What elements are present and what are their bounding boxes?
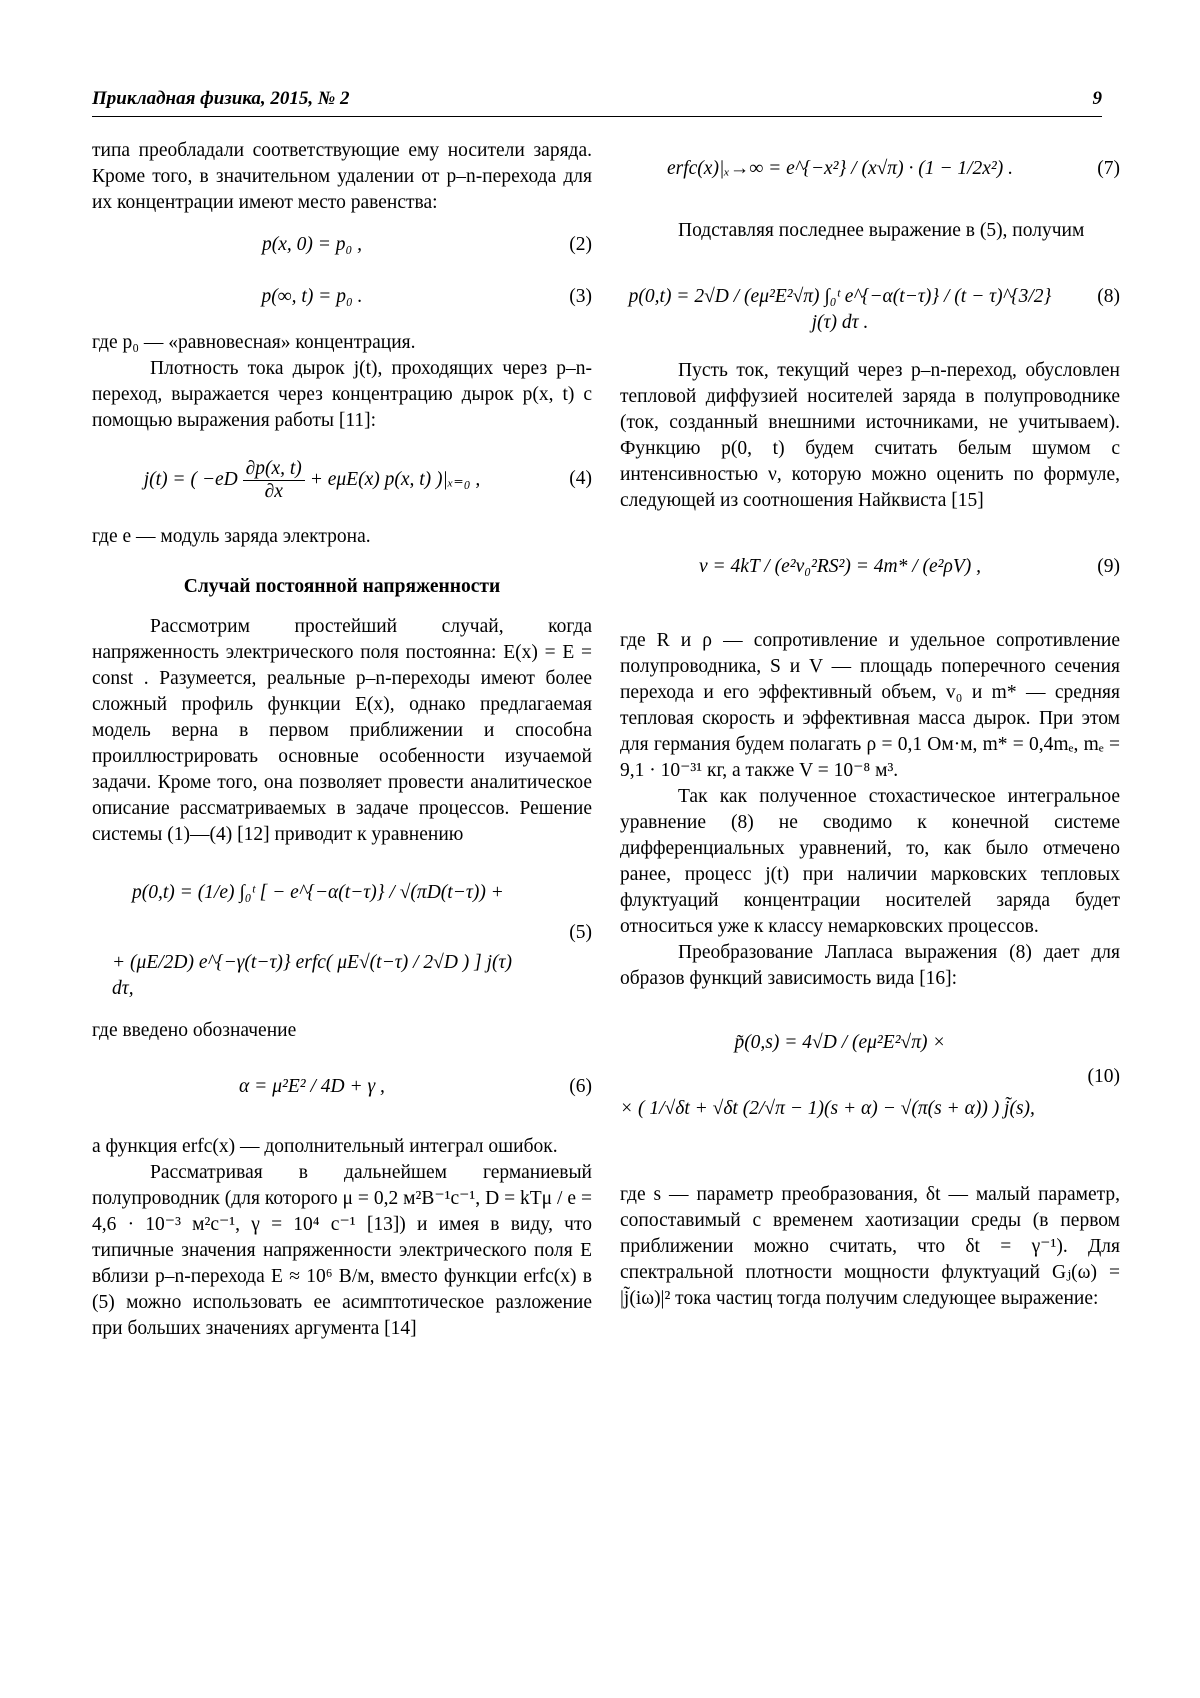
paragraph: а функция erfc(x) — дополнительный интеграл ошибок. (92, 1136, 558, 1157)
paragraph: где e — модуль заряда электрона. (92, 526, 371, 547)
equation-line: × ( 1/√δt + √δt (2/√π − 1)(s + α) − √(π(s + α)) ) j̃(s), (620, 1098, 1035, 1119)
paragraph: Рассмотрим простейший случай, когда напряженность электрического поля постоянна: E(x) = E = const . Разумеется, реальные p–n-переходы имеют более сложный профиль функции E(x), однако предлагаемая модель верна в первом приближении и способна проиллюстрировать основные особенности изучаемой задачи. Кроме того, она позволяет провести аналитическое описание рассматриваемых в задаче процессов. Решение системы (1)—(4) [12] приводит к уравнению (92, 616, 592, 845)
paragraph: Преобразование Лапласа выражения (8) дает для образов функций зависимость вида [16]: (620, 942, 1120, 989)
left-column (92, 138, 592, 1342)
paragraph: Рассматривая в дальнейшем германиевый полупроводник (для которого μ = 0,2 м²В⁻¹с⁻¹, D = kTμ / e = 4,6 · 10⁻³ м²с⁻¹, γ = 10⁴ с⁻¹ [13]) и имея в виду, что типичные значения напряженности электрического поля E вблизи p–n-перехода E ≈ 10⁶ В/м, вместо функции erfc(x) в (5) можно использовать ее асимптотическое разложение при больших значениях аргумента [14] (92, 1162, 592, 1339)
equation-body: p(x, 0) = p₀ , (261, 234, 363, 255)
equation-body: erfc(x)|ₓ→∞ = e^{−x²} / (x√π) · (1 − 1/2x²) . (666, 158, 1014, 179)
equation-line: + (μE/2D) e^{−γ(t−τ)} erfc( μE√(t−τ) / 2√D ) ] j(τ) dτ, (112, 952, 513, 999)
equation-number: (10) (1087, 1066, 1120, 1087)
paragraph: где введено обозначение (92, 1020, 297, 1041)
equation-rhs: + eμE(x) p(x, t) )|ₓ₌₀ , (309, 468, 481, 490)
equation-body: p(0,t) = 2√D / (eμ²E²√π) ∫₀ᵗ e^{−α(t−τ)} / (t − τ)^{3/2} j(τ) dτ . (628, 286, 1052, 333)
equation-3 (92, 278, 592, 320)
page-header (92, 88, 1102, 117)
paragraph: Так как полученное стохастическое интегральное уравнение (8) не сводимо к конечной системе дифференциальных уравнений, то, как было отмечено ранее, процесс j(t) при наличии марковских тепловых флуктуаций концентрации носителей заряда будет относиться уже к классу немарковских процессов. (620, 786, 1120, 937)
equation-body: ν = 4kT / (e²v₀²RS²) = 4m* / (e²ρV) , (698, 556, 982, 577)
equation-line: p̃(0,s) = 4√D / (eμ²E²√π) × (734, 1032, 946, 1053)
right-column (620, 138, 1120, 1312)
equation-body: α = μ²E² / 4D + γ , (239, 1076, 385, 1097)
equation-number: (9) (1097, 556, 1120, 577)
equation-number: (4) (569, 468, 592, 489)
page-number: 9 (1092, 88, 1102, 109)
equation-number: (2) (569, 234, 592, 255)
paragraph: Подставляя последнее выражение в (5), получим (678, 220, 1085, 241)
equation-6 (92, 1054, 592, 1124)
equation-number: (6) (569, 1076, 592, 1097)
equation-10 (620, 1012, 1120, 1162)
equation-7 (620, 138, 1120, 208)
equation-9 (620, 536, 1120, 606)
equation-4 (92, 444, 592, 514)
equation-body (92, 458, 532, 503)
fraction-denominator: ∂x (264, 481, 283, 502)
equation-5 (92, 858, 592, 1008)
equation-number: (5) (569, 922, 592, 943)
fraction-numerator: ∂p(x, t) (243, 458, 305, 481)
equation-line: p(0,t) = (1/e) ∫₀ᵗ [ − e^{−α(t−τ)} / √(πD(t−τ)) + (132, 882, 504, 903)
section-heading: Случай постоянной напряженности (183, 576, 501, 597)
equation-2 (92, 226, 592, 268)
paragraph: Плотность тока дырок j(t), проходящих через p–n-переход, выражается через концентрацию дырок p(x, t) с помощью выражения работы [11]: (92, 358, 592, 431)
paragraph: типа преобладали соответствующие ему носители заряда. Кроме того, в значительном удалении от p–n-перехода для их концентрации имеют место равенства: (92, 140, 592, 213)
journal-title: Прикладная физика, 2015, № 2 (92, 88, 350, 109)
fraction (243, 458, 305, 503)
equation-number: (3) (569, 286, 592, 307)
paragraph: где s — параметр преобразования, δt — малый параметр, сопоставимый с временем хаотизации среды (в первом приближении можно считать, что δt = γ⁻¹). Для спектральной плотности мощности флуктуаций Gⱼ(ω) = |j̃(iω)|² тока частиц тогда получим следующее выражение: (620, 1184, 1120, 1309)
paragraph: где p₀ — «равновесная» концентрация. (92, 332, 416, 353)
equation-number: (8) (1097, 286, 1120, 307)
equation-body: p(∞, t) = p₀ . (261, 286, 363, 307)
equation-lhs: j(t) = ( −eD (143, 468, 238, 490)
paragraph: Пусть ток, текущий через p–n-переход, обусловлен тепловой диффузией носителей заряда в полупроводнике (ток, созданный внешними источниками, не учитываем). Функцию p(0, t) будем считать белым шумом с интенсивностью ν, которую можно оценить по формуле, следующей из соотношения Найквиста [15] (620, 360, 1120, 511)
equation-number: (7) (1097, 158, 1120, 179)
equation-8 (620, 266, 1120, 336)
paragraph: где R и ρ — сопротивление и удельное сопротивление полупроводника, S и V — площадь поперечного сечения перехода и его эффективный объем, v₀ и m* — средняя тепловая скорость и эффективная масса дырок. При этом для германия будем полагать ρ = 0,1 Ом·м, m* = 0,4mₑ, mₑ = 9,1 · 10⁻³¹ кг, а также V = 10⁻⁸ м³. (620, 630, 1120, 781)
